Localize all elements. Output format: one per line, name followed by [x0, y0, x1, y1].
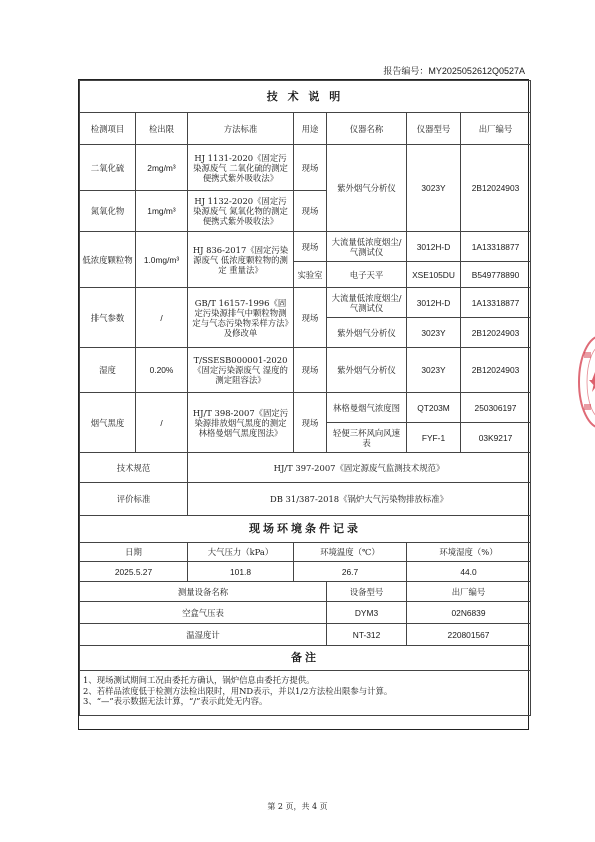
item-smoke-blackness: 烟气黑度	[80, 393, 136, 453]
limit-humidity: 0.20%	[136, 348, 188, 393]
model-uv-analyzer: 3023Y	[407, 348, 461, 393]
method-so2: HJ 1131-2020《固定污染源废气 二氧化硫的测定 便携式紫外吸收法》	[188, 145, 294, 191]
equip-row	[80, 602, 531, 624]
header-item: 检测项目	[80, 113, 136, 145]
item-so2: 二氧化硫	[80, 145, 136, 191]
instrument-anemometer: 轻便三杯风向风速表	[327, 423, 407, 453]
limit-so2: 2mg/m³	[136, 145, 188, 191]
equip-model: DYM3	[327, 602, 407, 624]
method-pm: HJ 836-2017《固定污染源废气 低浓度颗粒物的测定 重量法》	[188, 232, 294, 288]
instrument-ringelmann-chart: 林格曼烟气浓度图	[327, 393, 407, 423]
note-line: 2、若样品浓度低于检测方法检出限时，用ND表示，并以1/2方法检出限参与计算。	[83, 685, 393, 696]
env-header-humidity: 环境湿度（%）	[407, 543, 531, 562]
env-section-title: 现场环境条件记录	[80, 516, 531, 543]
model-uv-analyzer: 3023Y	[407, 318, 461, 348]
table-row	[80, 145, 531, 191]
use-smoke-blackness: 现场	[294, 393, 327, 453]
instrument-dust-tester: 大流量低浓度烟尘/气测试仪	[327, 232, 407, 262]
eval-row	[80, 483, 531, 516]
model-anemometer: FYF-1	[407, 423, 461, 453]
report-sheet	[78, 79, 529, 730]
limit-pm: 1.0mg/m³	[136, 232, 188, 288]
limit-exhaust: /	[136, 288, 188, 348]
notes-row	[80, 671, 531, 716]
method-exhaust: GB/T 16157-1996《固定污染源排气中颗粒物测定与气态污染物采样方法》及修改单	[188, 288, 294, 348]
equip-name: 空盒气压表	[80, 602, 327, 624]
model-ringelmann-chart: QT203M	[407, 393, 461, 423]
report-number: 报告编号：MY2025052612Q0527A	[383, 66, 525, 76]
tech-section-title: 技 术 说 明	[80, 81, 531, 113]
equip-header-serial: 出厂编号	[407, 582, 531, 602]
use-so2: 现场	[294, 145, 327, 191]
table-row	[80, 288, 531, 318]
model-balance: XSE105DU	[407, 262, 461, 288]
equip-header-name: 测量设备名称	[80, 582, 327, 602]
use-humidity: 现场	[294, 348, 327, 393]
table-row	[80, 393, 531, 423]
eval-label: 评价标准	[80, 483, 188, 516]
instrument-dust-tester: 大流量低浓度烟尘/气测试仪	[327, 288, 407, 318]
use-exhaust: 现场	[294, 288, 327, 348]
equip-serial: 02N6839	[407, 602, 531, 624]
serial-anemometer: 03K9217	[461, 423, 531, 453]
notes-cell	[80, 671, 531, 716]
spec-value: HJ/T 397-2007《固定源废气监测技术规范》	[188, 453, 531, 483]
spec-label: 技术规范	[80, 453, 188, 483]
serial-dust-tester: 1A13318877	[461, 288, 531, 318]
instrument-uv-analyzer: 紫外烟气分析仪	[327, 348, 407, 393]
serial-dust-tester: 1A13318877	[461, 232, 531, 262]
equip-header-model: 设备型号	[327, 582, 407, 602]
equip-model: NT-312	[327, 624, 407, 646]
use-nox: 现场	[294, 191, 327, 232]
table-row	[80, 348, 531, 393]
env-value-row	[80, 562, 531, 582]
tech-header-row	[80, 113, 531, 145]
page-footer: 第 2 页，共 4 页	[267, 802, 328, 811]
item-humidity: 湿度	[80, 348, 136, 393]
equip-header-row	[80, 582, 531, 602]
env-humidity: 44.0	[407, 562, 531, 582]
model-dust-tester: 3012H-D	[407, 232, 461, 262]
serial-uv-analyzer: 2B12024903	[461, 348, 531, 393]
report-table	[79, 80, 531, 716]
env-header-temperature: 环境温度（℃）	[294, 543, 407, 562]
env-temperature: 26.7	[294, 562, 407, 582]
model-uv-analyzer: 3023Y	[407, 145, 461, 232]
header-instrument: 仪器名称	[327, 113, 407, 145]
item-exhaust: 排气参数	[80, 288, 136, 348]
serial-balance: B549778890	[461, 262, 531, 288]
instrument-uv-analyzer: 紫外烟气分析仪	[327, 318, 407, 348]
item-nox: 氮氧化物	[80, 191, 136, 232]
limit-nox: 1mg/m³	[136, 191, 188, 232]
spec-row	[80, 453, 531, 483]
note-line: 1、现场测试期间工况由委托方确认，锅炉信息由委托方提供。	[83, 675, 315, 685]
note-line: 3、“—”表示数据无法计算，“/”表示此处无内容。	[83, 696, 268, 706]
serial-uv-analyzer: 2B12024903	[461, 145, 531, 232]
limit-smoke-blackness: /	[136, 393, 188, 453]
seal-stamp	[575, 332, 595, 432]
notes-section-title: 备注	[80, 646, 531, 671]
use-pm-lab: 实验室	[294, 262, 327, 288]
env-header-pressure: 大气压力（kPa）	[188, 543, 294, 562]
eval-value: DB 31/387-2018《锅炉大气污染物排放标准》	[188, 483, 531, 516]
header-use: 用途	[294, 113, 327, 145]
header-model: 仪器型号	[407, 113, 461, 145]
instrument-uv-analyzer: 紫外烟气分析仪	[327, 145, 407, 232]
serial-ringelmann-chart: 250306197	[461, 393, 531, 423]
model-dust-tester: 3012H-D	[407, 288, 461, 318]
env-pressure: 101.8	[188, 562, 294, 582]
header-method: 方法标准	[188, 113, 294, 145]
header-limit: 检出限	[136, 113, 188, 145]
env-header-row	[80, 543, 531, 562]
method-humidity: T/SSESB000001-2020《固定污染源废气 湿度的测定阻容法》	[188, 348, 294, 393]
stamp-star-icon	[589, 372, 595, 392]
equip-serial: 220801567	[407, 624, 531, 646]
equip-row	[80, 624, 531, 646]
env-header-date: 日期	[80, 543, 188, 562]
use-pm-field: 现场	[294, 232, 327, 262]
method-nox: HJ 1132-2020《固定污染源废气 氮氧化物的测定 便携式紫外吸收法》	[188, 191, 294, 232]
method-smoke-blackness: HJ/T 398-2007《固定污染源排放烟气黑度的测定 林格曼烟气黑度图法》	[188, 393, 294, 453]
table-row	[80, 232, 531, 262]
env-date: 2025.5.27	[80, 562, 188, 582]
equip-name: 温湿度计	[80, 624, 327, 646]
serial-uv-analyzer: 2B12024903	[461, 318, 531, 348]
item-pm: 低浓度颗粒物	[80, 232, 136, 288]
header-serial: 出厂编号	[461, 113, 531, 145]
instrument-balance: 电子天平	[327, 262, 407, 288]
